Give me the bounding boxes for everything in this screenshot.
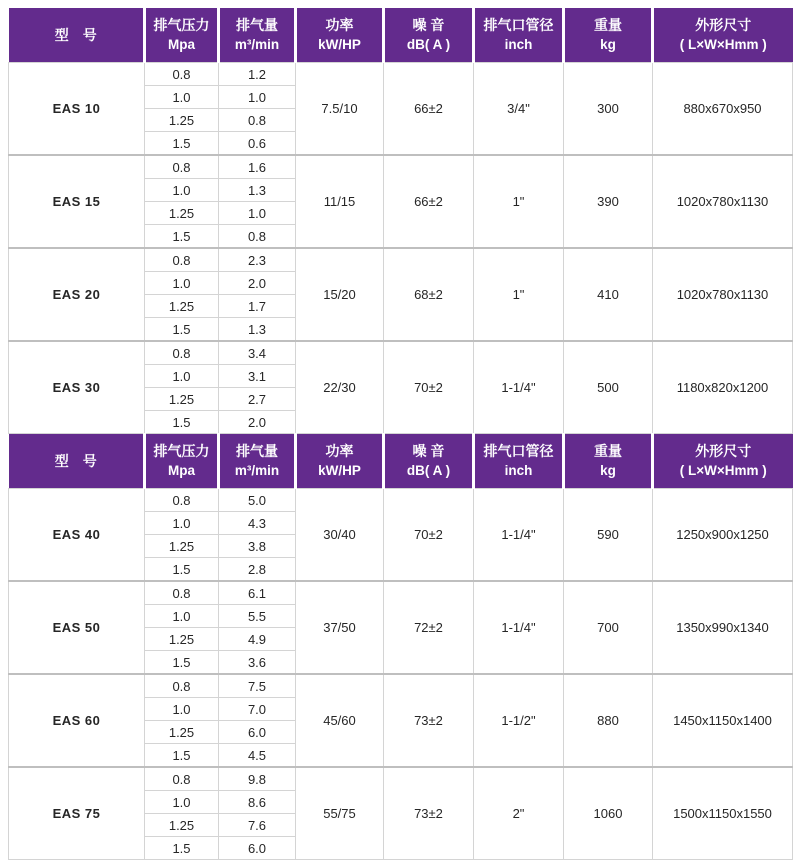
displacement-cell: 0.6: [219, 132, 296, 156]
model-cell: EAS 15: [9, 155, 145, 248]
col-header-unit: Mpa: [168, 37, 195, 53]
displacement-cell: 7.0: [219, 698, 296, 721]
weight-cell: 1060: [564, 767, 653, 860]
power-cell: 55/75: [296, 767, 384, 860]
displacement-cell: 9.8: [219, 767, 296, 791]
pressure-cell: 1.0: [145, 512, 219, 535]
col-header-label: 噪 音: [412, 17, 445, 34]
col-header-label: 排气口管径: [483, 443, 554, 460]
col-header-noise: [384, 8, 474, 63]
model-cell: EAS 40: [9, 489, 145, 582]
displacement-cell: 0.8: [219, 225, 296, 249]
col-header-unit: Mpa: [168, 463, 195, 479]
col-header-pipe: [474, 8, 564, 63]
weight-cell: 590: [564, 489, 653, 582]
pressure-cell: 1.25: [145, 628, 219, 651]
col-header-label: 型 号: [54, 452, 97, 469]
pressure-cell: 0.8: [145, 581, 219, 605]
header-row: [9, 8, 793, 63]
pressure-cell: 1.25: [145, 202, 219, 225]
col-header-label: 型 号: [54, 26, 97, 43]
pressure-cell: 1.25: [145, 721, 219, 744]
displacement-cell: 1.7: [219, 295, 296, 318]
pressure-cell: 1.5: [145, 558, 219, 582]
pipe-cell: 1": [474, 155, 564, 248]
dimensions-cell: 1020x780x1130: [653, 155, 793, 248]
pressure-cell: 1.5: [145, 651, 219, 675]
model-cell: EAS 30: [9, 341, 145, 434]
displacement-cell: 2.0: [219, 272, 296, 295]
displacement-cell: 2.8: [219, 558, 296, 582]
power-cell: 30/40: [296, 489, 384, 582]
col-header-label: 重量: [594, 17, 622, 34]
displacement-cell: 7.5: [219, 674, 296, 698]
displacement-cell: 1.3: [219, 179, 296, 202]
displacement-cell: 1.0: [219, 86, 296, 109]
data-row: [9, 248, 793, 272]
dimensions-cell: 880x670x950: [653, 63, 793, 156]
noise-cell: 73±2: [384, 674, 474, 767]
noise-cell: 68±2: [384, 248, 474, 341]
dimensions-cell: 1450x1150x1400: [653, 674, 793, 767]
pressure-cell: 1.0: [145, 791, 219, 814]
data-row: [9, 767, 793, 791]
displacement-cell: 1.6: [219, 155, 296, 179]
col-header-label: 噪 音: [412, 443, 445, 460]
displacement-cell: 1.3: [219, 318, 296, 342]
pressure-cell: 1.5: [145, 744, 219, 768]
col-header-unit: kW/HP: [318, 463, 361, 479]
model-cell: EAS 75: [9, 767, 145, 860]
col-header-pressure: [145, 434, 219, 489]
data-row: [9, 63, 793, 86]
data-row: [9, 674, 793, 698]
col-header-unit: ( L×W×Hmm ): [679, 463, 767, 479]
col-header-label: 排气压力: [153, 443, 210, 460]
weight-cell: 500: [564, 341, 653, 434]
displacement-cell: 5.0: [219, 489, 296, 512]
col-header-label: 功率: [325, 443, 354, 460]
pressure-cell: 1.25: [145, 109, 219, 132]
noise-cell: 66±2: [384, 155, 474, 248]
noise-cell: 72±2: [384, 581, 474, 674]
col-header-model: [9, 434, 145, 489]
power-cell: 37/50: [296, 581, 384, 674]
col-header-label: 排气口管径: [483, 17, 554, 34]
col-header-displacement: [219, 434, 296, 489]
displacement-cell: 3.6: [219, 651, 296, 675]
header-row: [9, 434, 793, 489]
col-header-pressure: [145, 8, 219, 63]
power-cell: 22/30: [296, 341, 384, 434]
pipe-cell: 1-1/4": [474, 341, 564, 434]
pressure-cell: 1.25: [145, 814, 219, 837]
pressure-cell: 1.0: [145, 272, 219, 295]
power-cell: 45/60: [296, 674, 384, 767]
col-header-model: [9, 8, 145, 63]
pipe-cell: 2": [474, 767, 564, 860]
col-header-unit: dB( A ): [406, 37, 451, 53]
col-header-unit: dB( A ): [406, 463, 451, 479]
weight-cell: 880: [564, 674, 653, 767]
col-header-label: 外形尺寸: [695, 17, 752, 34]
pressure-cell: 0.8: [145, 63, 219, 86]
displacement-cell: 3.4: [219, 341, 296, 365]
col-header-label: 功率: [325, 17, 354, 34]
displacement-cell: 8.6: [219, 791, 296, 814]
displacement-cell: 7.6: [219, 814, 296, 837]
spec-table: [8, 8, 793, 860]
displacement-cell: 6.1: [219, 581, 296, 605]
displacement-cell: 3.1: [219, 365, 296, 388]
displacement-cell: 2.7: [219, 388, 296, 411]
pressure-cell: 1.0: [145, 179, 219, 202]
dimensions-cell: 1180x820x1200: [653, 341, 793, 434]
displacement-cell: 1.0: [219, 202, 296, 225]
dimensions-cell: 1020x780x1130: [653, 248, 793, 341]
dimensions-cell: 1350x990x1340: [653, 581, 793, 674]
col-header-power: [296, 434, 384, 489]
pressure-cell: 1.0: [145, 698, 219, 721]
displacement-cell: 2.3: [219, 248, 296, 272]
col-header-unit: m³/min: [234, 37, 280, 53]
data-row: [9, 581, 793, 605]
noise-cell: 73±2: [384, 767, 474, 860]
spec-table-body: [9, 8, 793, 860]
col-header-unit: kg: [600, 37, 616, 53]
pipe-cell: 3/4": [474, 63, 564, 156]
pressure-cell: 0.8: [145, 155, 219, 179]
col-header-unit: kg: [600, 463, 616, 479]
weight-cell: 410: [564, 248, 653, 341]
displacement-cell: 1.2: [219, 63, 296, 86]
pressure-cell: 1.25: [145, 295, 219, 318]
model-cell: EAS 60: [9, 674, 145, 767]
displacement-cell: 6.0: [219, 721, 296, 744]
power-cell: 15/20: [296, 248, 384, 341]
displacement-cell: 3.8: [219, 535, 296, 558]
data-row: [9, 155, 793, 179]
noise-cell: 66±2: [384, 63, 474, 156]
col-header-unit: kW/HP: [318, 37, 361, 53]
col-header-label: 外形尺寸: [695, 443, 752, 460]
displacement-cell: 4.5: [219, 744, 296, 768]
pressure-cell: 0.8: [145, 674, 219, 698]
power-cell: 11/15: [296, 155, 384, 248]
pressure-cell: 1.5: [145, 318, 219, 342]
displacement-cell: 4.9: [219, 628, 296, 651]
model-cell: EAS 10: [9, 63, 145, 156]
col-header-weight: [564, 8, 653, 63]
power-cell: 7.5/10: [296, 63, 384, 156]
displacement-cell: 2.0: [219, 411, 296, 434]
model-cell: EAS 50: [9, 581, 145, 674]
pressure-cell: 0.8: [145, 341, 219, 365]
pipe-cell: 1": [474, 248, 564, 341]
displacement-cell: 4.3: [219, 512, 296, 535]
data-row: [9, 489, 793, 512]
pressure-cell: 0.8: [145, 248, 219, 272]
pipe-cell: 1-1/4": [474, 489, 564, 582]
col-header-dimensions: [653, 434, 793, 489]
col-header-power: [296, 8, 384, 63]
pressure-cell: 1.5: [145, 225, 219, 249]
weight-cell: 390: [564, 155, 653, 248]
col-header-label: 排气量: [236, 17, 278, 34]
col-header-unit: inch: [504, 463, 533, 479]
col-header-weight: [564, 434, 653, 489]
pressure-cell: 1.0: [145, 365, 219, 388]
weight-cell: 700: [564, 581, 653, 674]
dimensions-cell: 1250x900x1250: [653, 489, 793, 582]
pressure-cell: 1.25: [145, 388, 219, 411]
col-header-unit: inch: [504, 37, 533, 53]
col-header-displacement: [219, 8, 296, 63]
pressure-cell: 1.5: [145, 132, 219, 156]
col-header-label: 重量: [594, 443, 622, 460]
col-header-label: 排气量: [236, 443, 278, 460]
dimensions-cell: 1500x1150x1550: [653, 767, 793, 860]
pipe-cell: 1-1/2": [474, 674, 564, 767]
pressure-cell: 1.0: [145, 605, 219, 628]
col-header-pipe: [474, 434, 564, 489]
model-cell: EAS 20: [9, 248, 145, 341]
weight-cell: 300: [564, 63, 653, 156]
pressure-cell: 1.5: [145, 837, 219, 860]
col-header-unit: m³/min: [234, 463, 280, 479]
displacement-cell: 6.0: [219, 837, 296, 860]
data-row: [9, 341, 793, 365]
col-header-label: 排气压力: [153, 17, 210, 34]
pressure-cell: 1.25: [145, 535, 219, 558]
col-header-noise: [384, 434, 474, 489]
pipe-cell: 1-1/4": [474, 581, 564, 674]
displacement-cell: 5.5: [219, 605, 296, 628]
displacement-cell: 0.8: [219, 109, 296, 132]
col-header-unit: ( L×W×Hmm ): [679, 37, 767, 53]
pressure-cell: 1.0: [145, 86, 219, 109]
pressure-cell: 1.5: [145, 411, 219, 434]
pressure-cell: 0.8: [145, 489, 219, 512]
pressure-cell: 0.8: [145, 767, 219, 791]
noise-cell: 70±2: [384, 341, 474, 434]
noise-cell: 70±2: [384, 489, 474, 582]
col-header-dimensions: [653, 8, 793, 63]
